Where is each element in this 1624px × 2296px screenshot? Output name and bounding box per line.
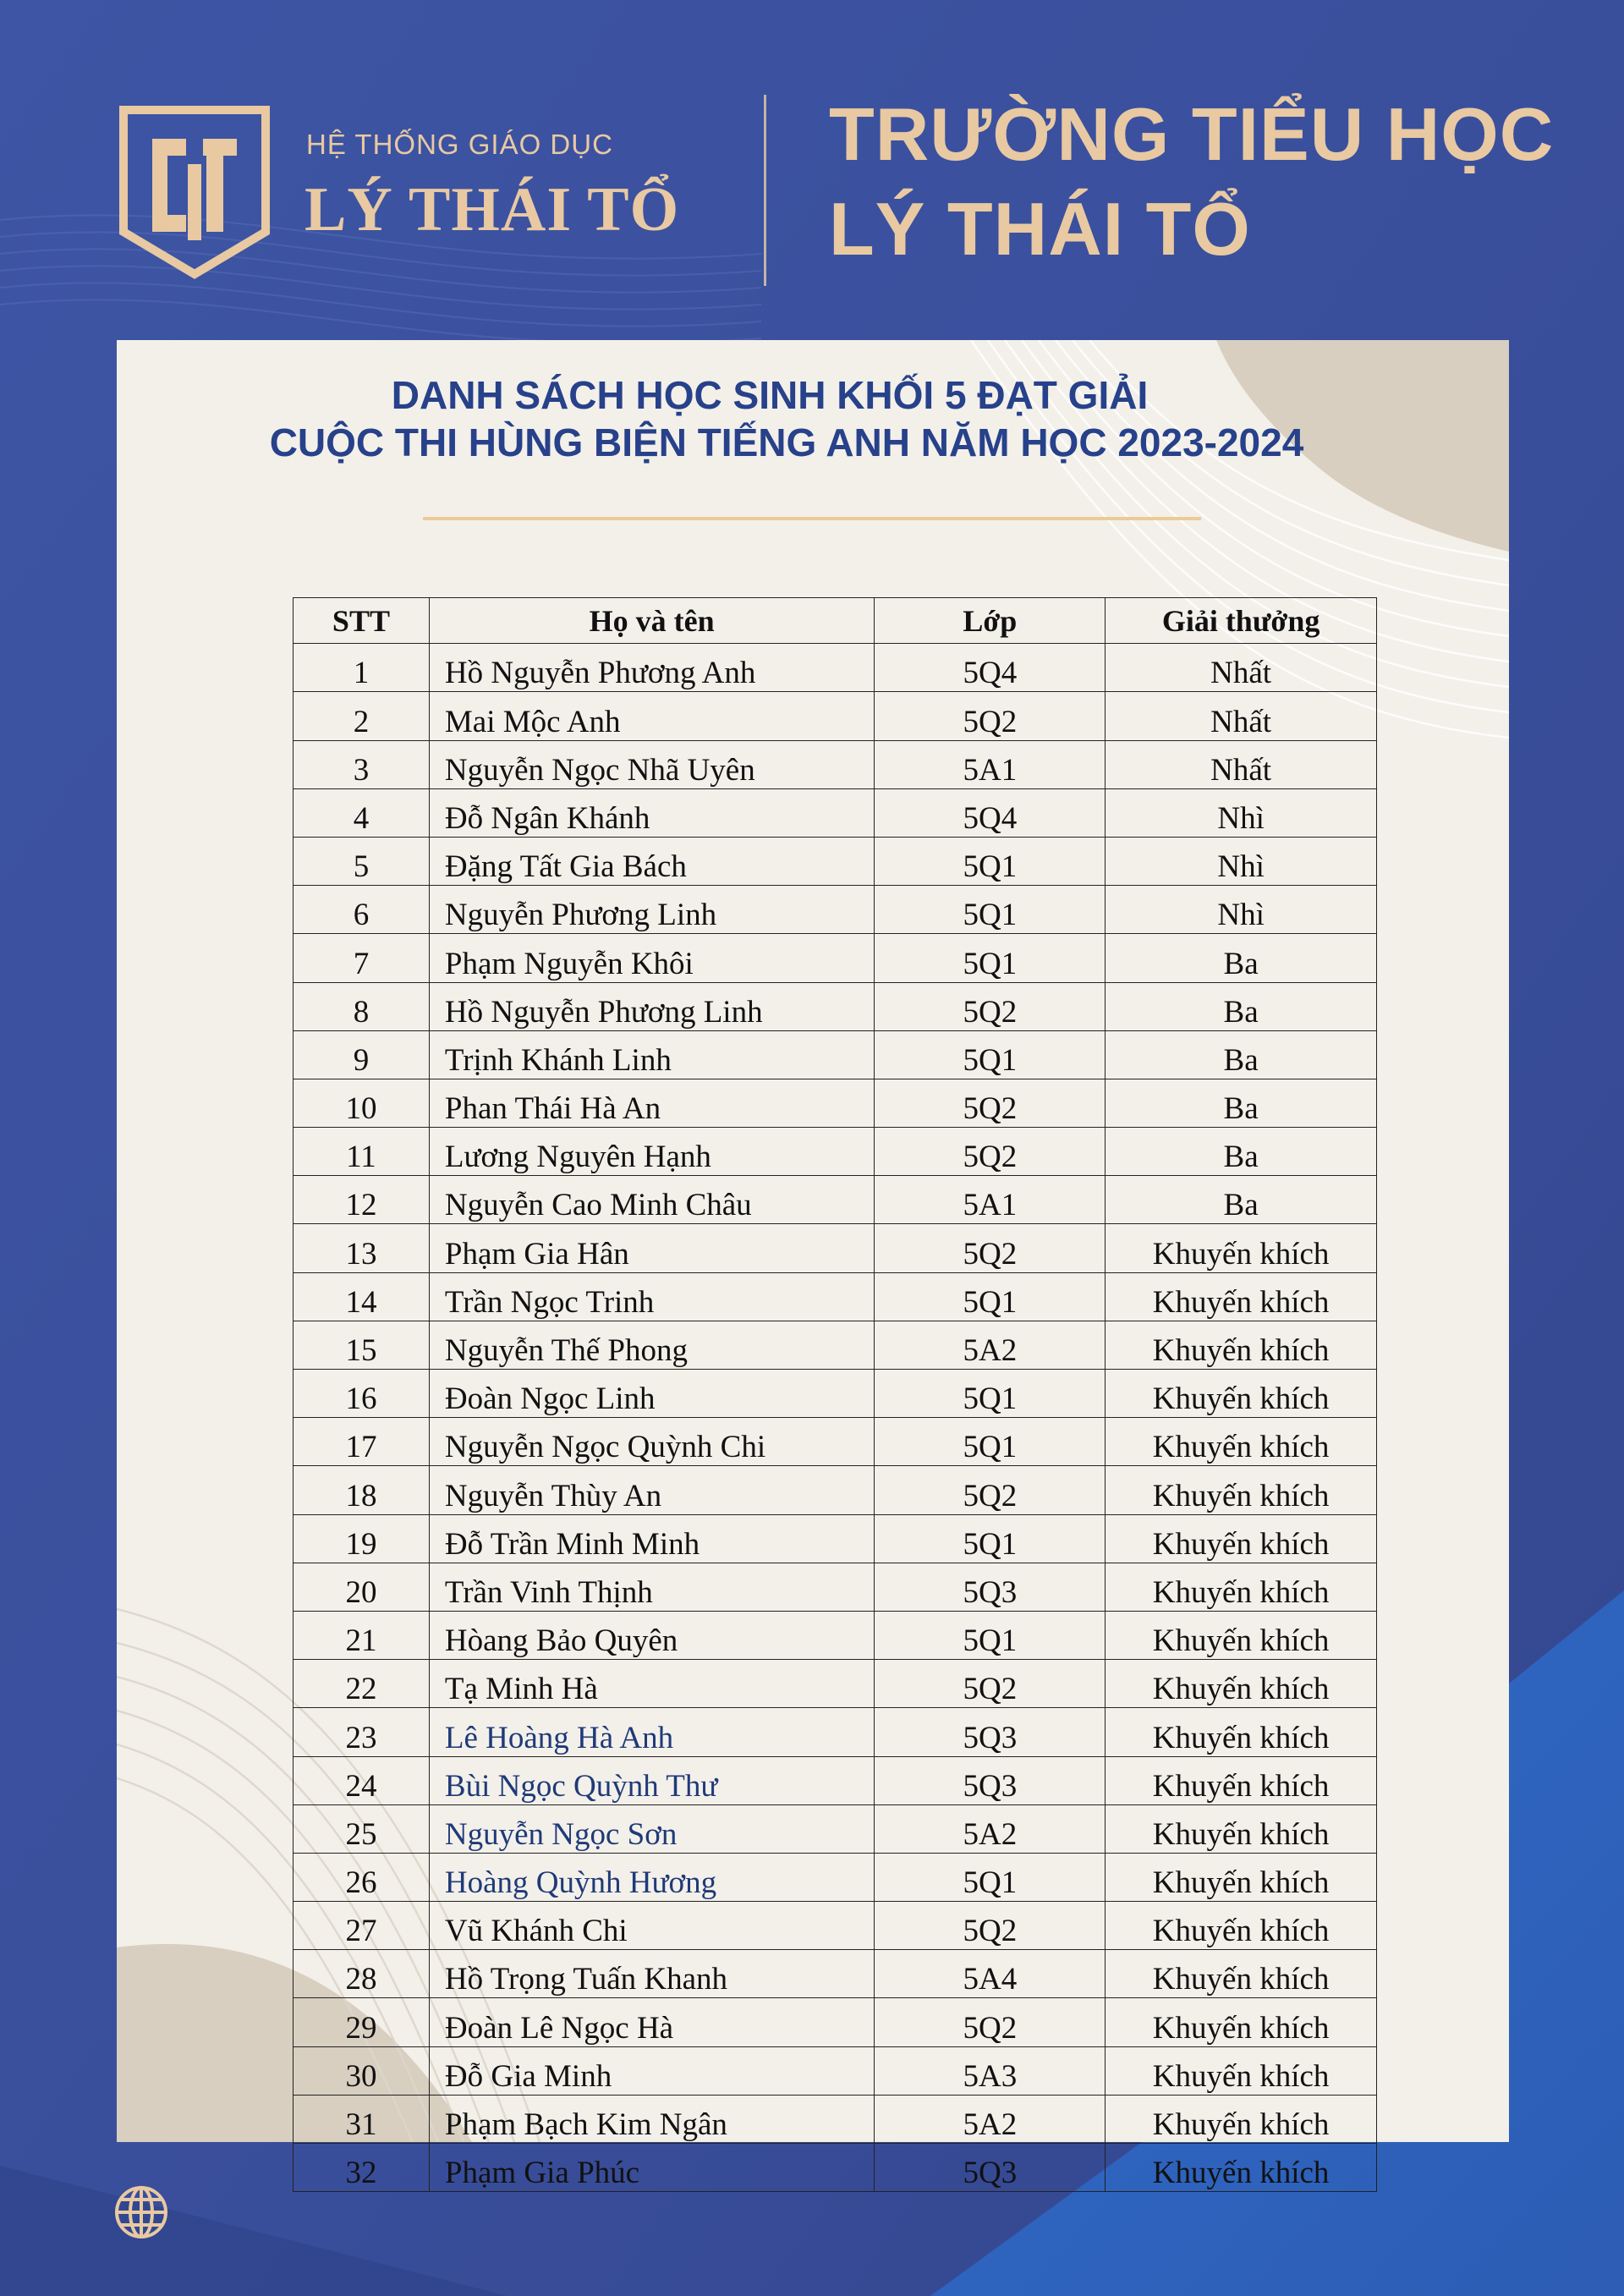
cell-class: 5Q3 (875, 1756, 1106, 1804)
cell-prize: Nhì (1106, 837, 1377, 885)
cell-name: Đỗ Gia Minh (429, 2046, 875, 2095)
cell-class: 5Q4 (875, 788, 1106, 837)
cell-class: 5Q1 (875, 1030, 1106, 1079)
cell-prize: Nhất (1106, 740, 1377, 788)
table-row (294, 886, 1377, 934)
cell-name: Hồ Trọng Tuấn Khanh (429, 1950, 875, 1998)
cell-class: 5Q2 (875, 1902, 1106, 1950)
cell-name: Trần Vinh Thịnh (429, 1563, 875, 1611)
cell-stt: 14 (294, 1272, 430, 1321)
cell-class: 5A2 (875, 1321, 1106, 1369)
school-logo-icon (118, 105, 271, 279)
cell-prize: Ba (1106, 934, 1377, 982)
header-prize: Giải thưởng (1106, 598, 1377, 644)
school-name-line1: TRƯỜNG TIỂU HỌC (829, 92, 1555, 176)
cell-prize: Khuyến khích (1106, 1902, 1377, 1950)
cell-class: 5Q2 (875, 982, 1106, 1030)
cell-name: Hòang Bảo Quyên (429, 1611, 875, 1659)
cell-name: Hồ Nguyễn Phương Anh (429, 644, 875, 692)
school-name-line2: LÝ THÁI TỔ (829, 187, 1251, 271)
table-row (294, 1660, 1377, 1708)
cell-class: 5Q2 (875, 1079, 1106, 1127)
cell-stt: 19 (294, 1514, 430, 1563)
cell-name: Mai Mộc Anh (429, 692, 875, 740)
cell-name: Nguyễn Ngọc Sơn (429, 1804, 875, 1853)
table-row (294, 2046, 1377, 2095)
table-row (294, 982, 1377, 1030)
cell-prize: Khuyến khích (1106, 1611, 1377, 1659)
cell-prize: Khuyến khích (1106, 1321, 1377, 1369)
cell-stt: 13 (294, 1224, 430, 1272)
cell-name: Bùi Ngọc Quỳnh Thư (429, 1756, 875, 1804)
cell-name: Phạm Gia Hân (429, 1224, 875, 1272)
cell-prize: Nhất (1106, 692, 1377, 740)
cell-prize: Nhì (1106, 788, 1377, 837)
table-row (294, 837, 1377, 885)
globe-icon (113, 2184, 169, 2240)
cell-stt: 23 (294, 1708, 430, 1756)
cell-name: Nguyễn Ngọc Nhã Uyên (429, 740, 875, 788)
table-row (294, 1611, 1377, 1659)
cell-name: Đỗ Trần Minh Minh (429, 1514, 875, 1563)
cell-prize: Khuyến khích (1106, 1998, 1377, 2046)
table-row (294, 692, 1377, 740)
cell-prize: Nhất (1106, 644, 1377, 692)
cell-prize: Khuyến khích (1106, 2046, 1377, 2095)
cell-prize: Khuyến khích (1106, 2095, 1377, 2143)
cell-prize: Khuyến khích (1106, 1950, 1377, 1998)
cell-class: 5Q2 (875, 1128, 1106, 1176)
cell-prize: Khuyến khích (1106, 2144, 1377, 2192)
cell-stt: 28 (294, 1950, 430, 1998)
table-row (294, 740, 1377, 788)
cell-stt: 24 (294, 1756, 430, 1804)
table-row (294, 1756, 1377, 1804)
cell-prize: Khuyến khích (1106, 1466, 1377, 1514)
header-stt: STT (294, 598, 430, 644)
cell-stt: 7 (294, 934, 430, 982)
cell-prize: Ba (1106, 1176, 1377, 1224)
cell-class: 5Q1 (875, 1853, 1106, 1901)
cell-class: 5Q1 (875, 886, 1106, 934)
cell-name: Phan Thái Hà An (429, 1079, 875, 1127)
cell-class: 5A1 (875, 1176, 1106, 1224)
cell-class: 5Q1 (875, 1611, 1106, 1659)
document-title-line1: DANH SÁCH HỌC SINH KHỐI 5 ĐẠT GIẢI (391, 373, 1149, 417)
cell-prize: Khuyến khích (1106, 1272, 1377, 1321)
cell-name: Lương Nguyên Hạnh (429, 1128, 875, 1176)
cell-class: 5Q3 (875, 1563, 1106, 1611)
cell-stt: 29 (294, 1998, 430, 2046)
cell-stt: 5 (294, 837, 430, 885)
table-row (294, 1563, 1377, 1611)
cell-name: Nguyễn Thùy An (429, 1466, 875, 1514)
cell-stt: 20 (294, 1563, 430, 1611)
table-row (294, 1272, 1377, 1321)
cell-name: Trần Ngọc Trinh (429, 1272, 875, 1321)
cell-class: 5Q2 (875, 1224, 1106, 1272)
cell-name: Nguyễn Thế Phong (429, 1321, 875, 1369)
cell-stt: 4 (294, 788, 430, 837)
table-row (294, 1466, 1377, 1514)
cell-stt: 25 (294, 1804, 430, 1853)
cell-class: 5A3 (875, 2046, 1106, 2095)
table-row (294, 1418, 1377, 1466)
cell-class: 5Q1 (875, 1418, 1106, 1466)
cell-class: 5Q1 (875, 837, 1106, 885)
cell-name: Vũ Khánh Chi (429, 1902, 875, 1950)
cell-prize: Khuyến khích (1106, 1853, 1377, 1901)
cell-class: 5Q4 (875, 644, 1106, 692)
table-row (294, 1321, 1377, 1369)
cell-stt: 15 (294, 1321, 430, 1369)
table-row (294, 788, 1377, 837)
cell-class: 5Q3 (875, 2144, 1106, 2192)
table-row (294, 1030, 1377, 1079)
cell-prize: Ba (1106, 1079, 1377, 1127)
table-row (294, 1708, 1377, 1756)
header-name: Họ và tên (429, 598, 875, 644)
title-underline (423, 517, 1201, 520)
table-row (294, 1176, 1377, 1224)
cell-stt: 12 (294, 1176, 430, 1224)
cell-stt: 17 (294, 1418, 430, 1466)
cell-name: Hồ Nguyễn Phương Linh (429, 982, 875, 1030)
cell-class: 5Q2 (875, 1466, 1106, 1514)
header-divider (764, 95, 766, 286)
system-label: HỆ THỐNG GIÁO DỤC (306, 129, 613, 160)
cell-class: 5Q2 (875, 692, 1106, 740)
cell-name: Hoàng Quỳnh Hương (429, 1853, 875, 1901)
table-row (294, 1079, 1377, 1127)
cell-prize: Khuyến khích (1106, 1708, 1377, 1756)
cell-stt: 31 (294, 2095, 430, 2143)
cell-stt: 32 (294, 2144, 430, 2192)
table-row (294, 1370, 1377, 1418)
table-body (294, 644, 1377, 2192)
header-class: Lớp (875, 598, 1106, 644)
cell-prize: Khuyến khích (1106, 1804, 1377, 1853)
cell-name: Nguyễn Ngọc Quỳnh Chi (429, 1418, 875, 1466)
cell-stt: 22 (294, 1660, 430, 1708)
cell-name: Đoàn Ngọc Linh (429, 1370, 875, 1418)
cell-stt: 8 (294, 982, 430, 1030)
cell-class: 5Q1 (875, 1370, 1106, 1418)
cell-prize: Khuyến khích (1106, 1224, 1377, 1272)
system-name: LÝ THÁI TỔ (304, 175, 680, 244)
cell-prize: Khuyến khích (1106, 1563, 1377, 1611)
table-row (294, 934, 1377, 982)
cell-class: 5Q3 (875, 1708, 1106, 1756)
table-row (294, 1224, 1377, 1272)
table-header-row (294, 598, 1377, 644)
cell-stt: 26 (294, 1853, 430, 1901)
cell-stt: 16 (294, 1370, 430, 1418)
table-row (294, 1902, 1377, 1950)
cell-stt: 27 (294, 1902, 430, 1950)
cell-name: Lê Hoàng Hà Anh (429, 1708, 875, 1756)
cell-prize: Nhì (1106, 886, 1377, 934)
cell-class: 5A2 (875, 1804, 1106, 1853)
awards-table (293, 597, 1377, 2192)
cell-class: 5A2 (875, 2095, 1106, 2143)
cell-name: Đỗ Ngân Khánh (429, 788, 875, 837)
cell-class: 5Q1 (875, 1514, 1106, 1563)
cell-name: Phạm Bạch Kim Ngân (429, 2095, 875, 2143)
cell-prize: Ba (1106, 982, 1377, 1030)
cell-name: Đoàn Lê Ngọc Hà (429, 1998, 875, 2046)
cell-stt: 10 (294, 1079, 430, 1127)
cell-prize: Khuyến khích (1106, 1660, 1377, 1708)
cell-stt: 6 (294, 886, 430, 934)
table-row (294, 1804, 1377, 1853)
table-row (294, 1128, 1377, 1176)
cell-prize: Khuyến khích (1106, 1756, 1377, 1804)
table-row (294, 1853, 1377, 1901)
cell-class: 5Q2 (875, 1660, 1106, 1708)
cell-stt: 2 (294, 692, 430, 740)
cell-name: Đặng Tất Gia Bách (429, 837, 875, 885)
cell-class: 5A1 (875, 740, 1106, 788)
cell-class: 5Q2 (875, 1998, 1106, 2046)
table-row (294, 2144, 1377, 2192)
cell-stt: 30 (294, 2046, 430, 2095)
table-row (294, 1514, 1377, 1563)
cell-prize: Khuyến khích (1106, 1370, 1377, 1418)
cell-stt: 9 (294, 1030, 430, 1079)
cell-class: 5A4 (875, 1950, 1106, 1998)
cell-prize: Khuyến khích (1106, 1418, 1377, 1466)
cell-prize: Khuyến khích (1106, 1514, 1377, 1563)
cell-name: Nguyễn Cao Minh Châu (429, 1176, 875, 1224)
header (0, 0, 1624, 338)
table-row (294, 1950, 1377, 1998)
cell-prize: Ba (1106, 1030, 1377, 1079)
cell-class: 5Q1 (875, 1272, 1106, 1321)
document-title-line2: CUỘC THI HÙNG BIỆN TIẾNG ANH NĂM HỌC 2023-2024 (269, 420, 1304, 464)
cell-prize: Ba (1106, 1128, 1377, 1176)
cell-name: Trịnh Khánh Linh (429, 1030, 875, 1079)
cell-name: Phạm Nguyễn Khôi (429, 934, 875, 982)
cell-name: Nguyễn Phương Linh (429, 886, 875, 934)
table-row (294, 2095, 1377, 2143)
cell-name: Phạm Gia Phúc (429, 2144, 875, 2192)
cell-stt: 18 (294, 1466, 430, 1514)
table-row (294, 1998, 1377, 2046)
cell-stt: 3 (294, 740, 430, 788)
cell-stt: 1 (294, 644, 430, 692)
cell-stt: 11 (294, 1128, 430, 1176)
cell-stt: 21 (294, 1611, 430, 1659)
cell-name: Tạ Minh Hà (429, 1660, 875, 1708)
cell-class: 5Q1 (875, 934, 1106, 982)
table-row (294, 644, 1377, 692)
